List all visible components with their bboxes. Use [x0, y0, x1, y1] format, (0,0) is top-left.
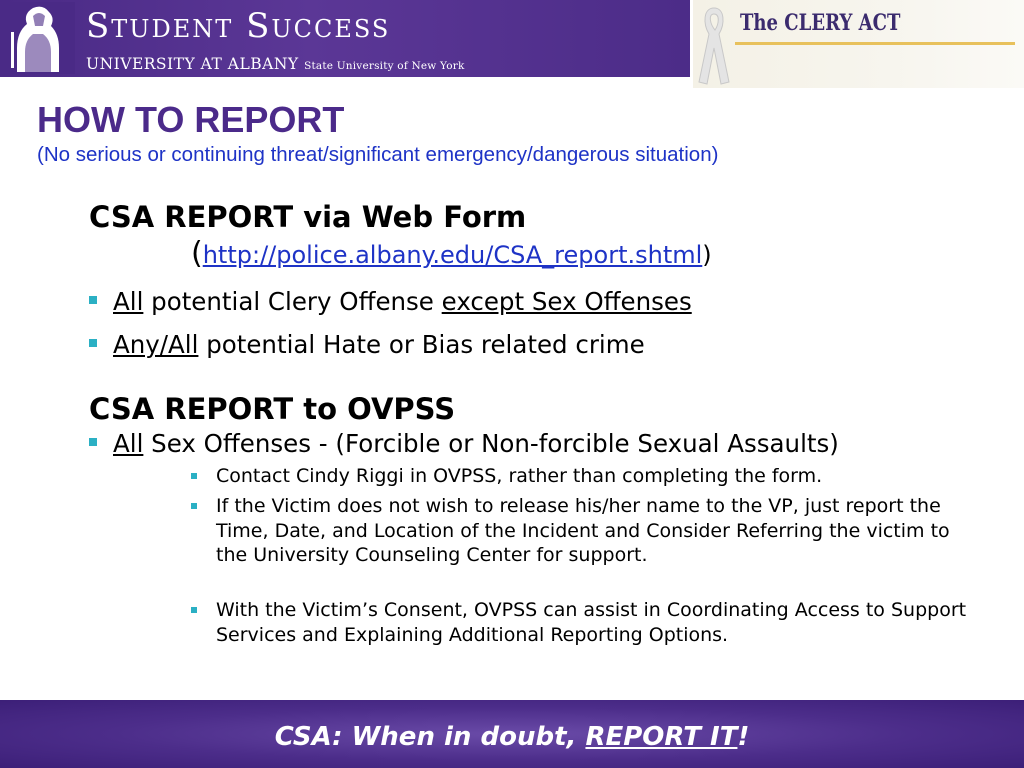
paren-open: ( [191, 236, 203, 271]
header-banner [0, 0, 690, 77]
bullet-sex-offenses [89, 429, 839, 458]
awareness-ribbon-icon [693, 2, 735, 88]
page-subtitle: (No serious or continuing threat/significant emergency/dangerous situation) [37, 143, 719, 166]
section-heading-web-form: CSA REPORT via Web Form [89, 200, 527, 234]
footer-banner [0, 700, 1024, 768]
footer-suffix: ! [737, 722, 750, 752]
footer-emphasis: REPORT IT [585, 722, 738, 752]
bullet-emphasis: All [113, 429, 144, 458]
sub-bullet-text: If the Victim does not wish to release his/her name to the VP, just report the Time, Date, and Location of the Incident and Consider Referring the victim to the University Counseling Center for support. [216, 495, 950, 566]
page-title: HOW TO REPORT [37, 99, 345, 140]
clery-act-logo [693, 0, 1024, 88]
sub-bullet-text: With the Victim’s Consent, OVPSS can assist in Coordinating Access to Support Services and Explaining Additional Reporting Options. [216, 599, 967, 646]
minerva-logo-icon [3, 2, 75, 74]
banner-subtitle [86, 55, 465, 73]
clery-act-title: The CLERY ACT [740, 10, 901, 36]
banner-title: Student Success [86, 6, 391, 46]
paren-close: ) [702, 241, 712, 269]
sub-bullet-square-icon [191, 503, 197, 509]
bullet-text: Sex Offenses - (Forcible or Non-forcible Sexual Assaults) [143, 429, 839, 458]
footer-prefix: CSA: When in doubt, [274, 722, 586, 752]
bullet-square-icon [89, 438, 97, 446]
university-name: UNIVERSITY AT ALBANY [86, 55, 299, 73]
sub-bullet-victim-name [191, 494, 991, 594]
suny-name: State University of New York [304, 60, 465, 72]
bullet-clery-offense [89, 287, 692, 316]
bullet-text: potential Hate or Bias related crime [198, 330, 645, 359]
footer-message [0, 722, 1024, 752]
bullet-emphasis: except Sex Offenses [441, 287, 692, 316]
clery-accent-line [735, 42, 1015, 45]
sub-bullet-square-icon [191, 473, 197, 479]
sub-bullet-victim-consent [191, 598, 991, 673]
bullet-hate-crime [89, 330, 645, 359]
section-heading-ovpss: CSA REPORT to OVPSS [89, 392, 456, 426]
report-link-line [191, 236, 712, 271]
bullet-square-icon [89, 296, 97, 304]
csa-report-link[interactable]: http://police.albany.edu/CSA_report.shtml [202, 241, 703, 269]
sub-bullet-text: Contact Cindy Riggi in OVPSS, rather than completing the form. [216, 465, 823, 487]
bullet-emphasis: All [113, 287, 144, 316]
bullet-emphasis: Any/All [113, 330, 199, 359]
sub-bullet-contact [191, 464, 991, 489]
bullet-square-icon [89, 339, 97, 347]
bullet-text: potential Clery Offense [143, 287, 442, 316]
sub-bullet-square-icon [191, 607, 197, 613]
